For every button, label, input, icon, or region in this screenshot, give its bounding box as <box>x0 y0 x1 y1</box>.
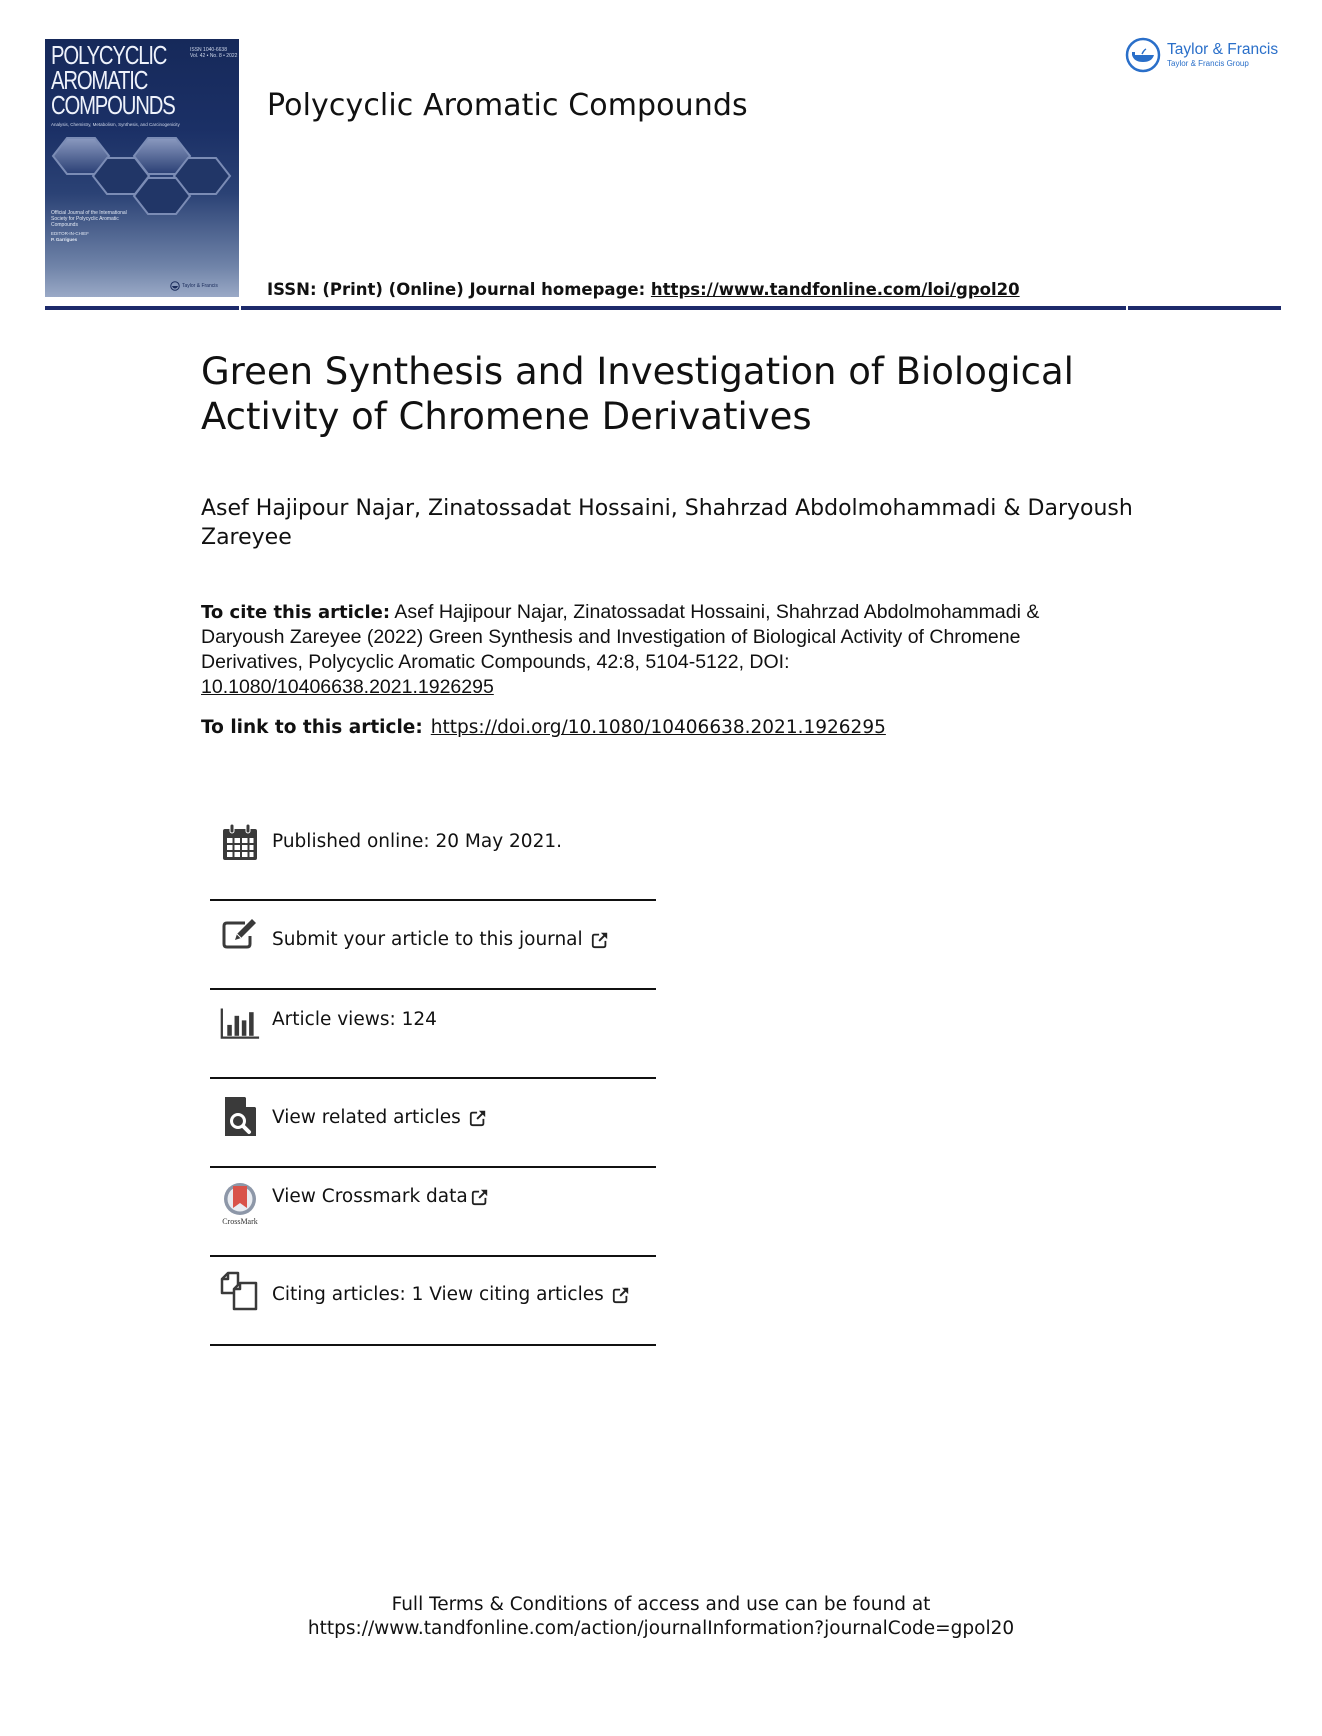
hexagon-pattern-icon <box>45 136 239 216</box>
article-info-list <box>210 812 656 1346</box>
article-authors: Asef Hajipour Najar, Zinatossadat Hossaini, Shahrzad Abdolmohammadi & Daryoush Zareyee <box>201 496 1133 550</box>
submit-article-text: Submit your article to this journal <box>272 929 583 950</box>
copy-documents-icon <box>220 1271 260 1311</box>
lamp-icon <box>170 281 180 291</box>
citation-label: To cite this article: <box>201 602 391 623</box>
info-item-crossmark[interactable] <box>210 1168 656 1257</box>
calendar-icon <box>220 822 260 862</box>
external-link-icon <box>469 1109 487 1127</box>
lamp-icon <box>1125 37 1161 73</box>
info-item-views <box>210 990 656 1079</box>
cover-official-line: Official Journal of the International <box>51 210 127 216</box>
article-doi-link[interactable]: https://doi.org/10.1080/10406638.2021.1926295 <box>430 717 886 738</box>
info-item-citing[interactable] <box>210 1257 656 1346</box>
crossmark-text: View Crossmark data <box>272 1186 468 1207</box>
related-articles-text: View related articles <box>272 1107 461 1128</box>
info-item-submit[interactable] <box>210 901 656 990</box>
citation-block <box>201 600 1081 700</box>
publisher-logo-text <box>1167 42 1278 68</box>
article-link-line <box>201 717 886 738</box>
cover-publisher-logo <box>170 281 218 291</box>
article-link-label: To link to this article: <box>201 717 423 738</box>
crossmark-link[interactable] <box>272 1186 489 1207</box>
article-title: Green Synthesis and Investigation of Biological Activity of Chromene Derivatives <box>201 350 1074 438</box>
cover-title <box>51 40 175 120</box>
cover-editor <box>51 231 89 243</box>
info-item-text <box>272 1009 437 1030</box>
journal-cover-image <box>45 39 239 297</box>
cover-subtitle: Analysis, Chemistry, Metabolism, Synthesis, and Carcinogenicity <box>51 122 180 127</box>
cover-official-line: Society for Polycyclic Aromatic <box>51 216 119 222</box>
citing-articles-link[interactable] <box>272 1284 630 1305</box>
citation-text: Asef Hajipour Najar, Zinatossadat Hossaini, Shahrzad Abdolmohammadi & Daryoush Zareyee (2022) Green Synthesis and Investigation of Biological Activity of Chromene Derivatives, Polycyclic Aromatic Compounds, 42:8, 5104-5122, DOI: <box>201 601 1040 673</box>
submit-article-link[interactable] <box>272 929 609 950</box>
terms-url[interactable]: https://www.tandfonline.com/action/journalInformation?journalCode=gpol20 <box>307 1618 1015 1639</box>
external-link-icon <box>591 931 609 949</box>
journal-name: Polycyclic Aromatic Compounds <box>267 88 748 123</box>
terms-text: Full Terms & Conditions of access and use can be found at <box>391 1594 931 1615</box>
cover-title-line: AROMATIC <box>51 65 148 95</box>
crossmark-caption: CrossMark <box>222 1217 258 1226</box>
info-item-published <box>210 812 656 901</box>
info-item-text <box>272 831 562 852</box>
issn-label: ISSN: (Print) (Online) Journal homepage: <box>267 280 651 299</box>
cover-official-line: Compounds <box>51 222 78 228</box>
divider-gap <box>239 306 241 310</box>
info-item-related[interactable] <box>210 1079 656 1168</box>
citing-articles-text: Citing articles: 1 View citing articles <box>272 1284 604 1305</box>
cover-title-line: POLYCYCLIC <box>51 40 167 70</box>
cover-editor-label: EDITOR-IN-CHIEF <box>51 231 89 236</box>
cover-publisher-name: Taylor & Francis <box>182 283 218 289</box>
crossmark-icon <box>220 1180 260 1228</box>
header-divider <box>45 306 1281 310</box>
journal-homepage-link[interactable]: https://www.tandfonline.com/loi/gpol20 <box>650 280 1020 299</box>
bar-chart-icon <box>220 1004 260 1044</box>
cover-title-line: COMPOUNDS <box>51 90 175 120</box>
divider-gap <box>1126 306 1128 310</box>
published-date-text: Published online: 20 May 2021. <box>272 831 563 852</box>
cover-issn-text: ISSN 1040-6638 <box>190 47 227 53</box>
cover-editor-name: P. Garrigues <box>51 237 78 242</box>
publisher-name: Taylor & Francis <box>1167 41 1279 59</box>
external-link-icon <box>471 1188 489 1206</box>
document-search-icon <box>220 1097 260 1137</box>
article-views-text: Article views: 124 <box>272 1009 437 1030</box>
publisher-logo <box>1125 37 1278 73</box>
publisher-group-name: Taylor & Francis Group <box>1167 58 1249 68</box>
issn-homepage-line <box>267 280 1020 299</box>
external-link-icon <box>612 1286 630 1304</box>
related-articles-link[interactable] <box>272 1107 487 1128</box>
cover-official-text <box>51 210 127 228</box>
terms-footer <box>0 1593 1322 1641</box>
edit-icon <box>220 913 260 953</box>
cover-volume: Vol. 42 • No. 8 • 2022 <box>190 53 238 59</box>
citation-doi-link[interactable]: 10.1080/10406638.2021.1926295 <box>201 676 494 698</box>
cover-issn <box>190 47 237 59</box>
